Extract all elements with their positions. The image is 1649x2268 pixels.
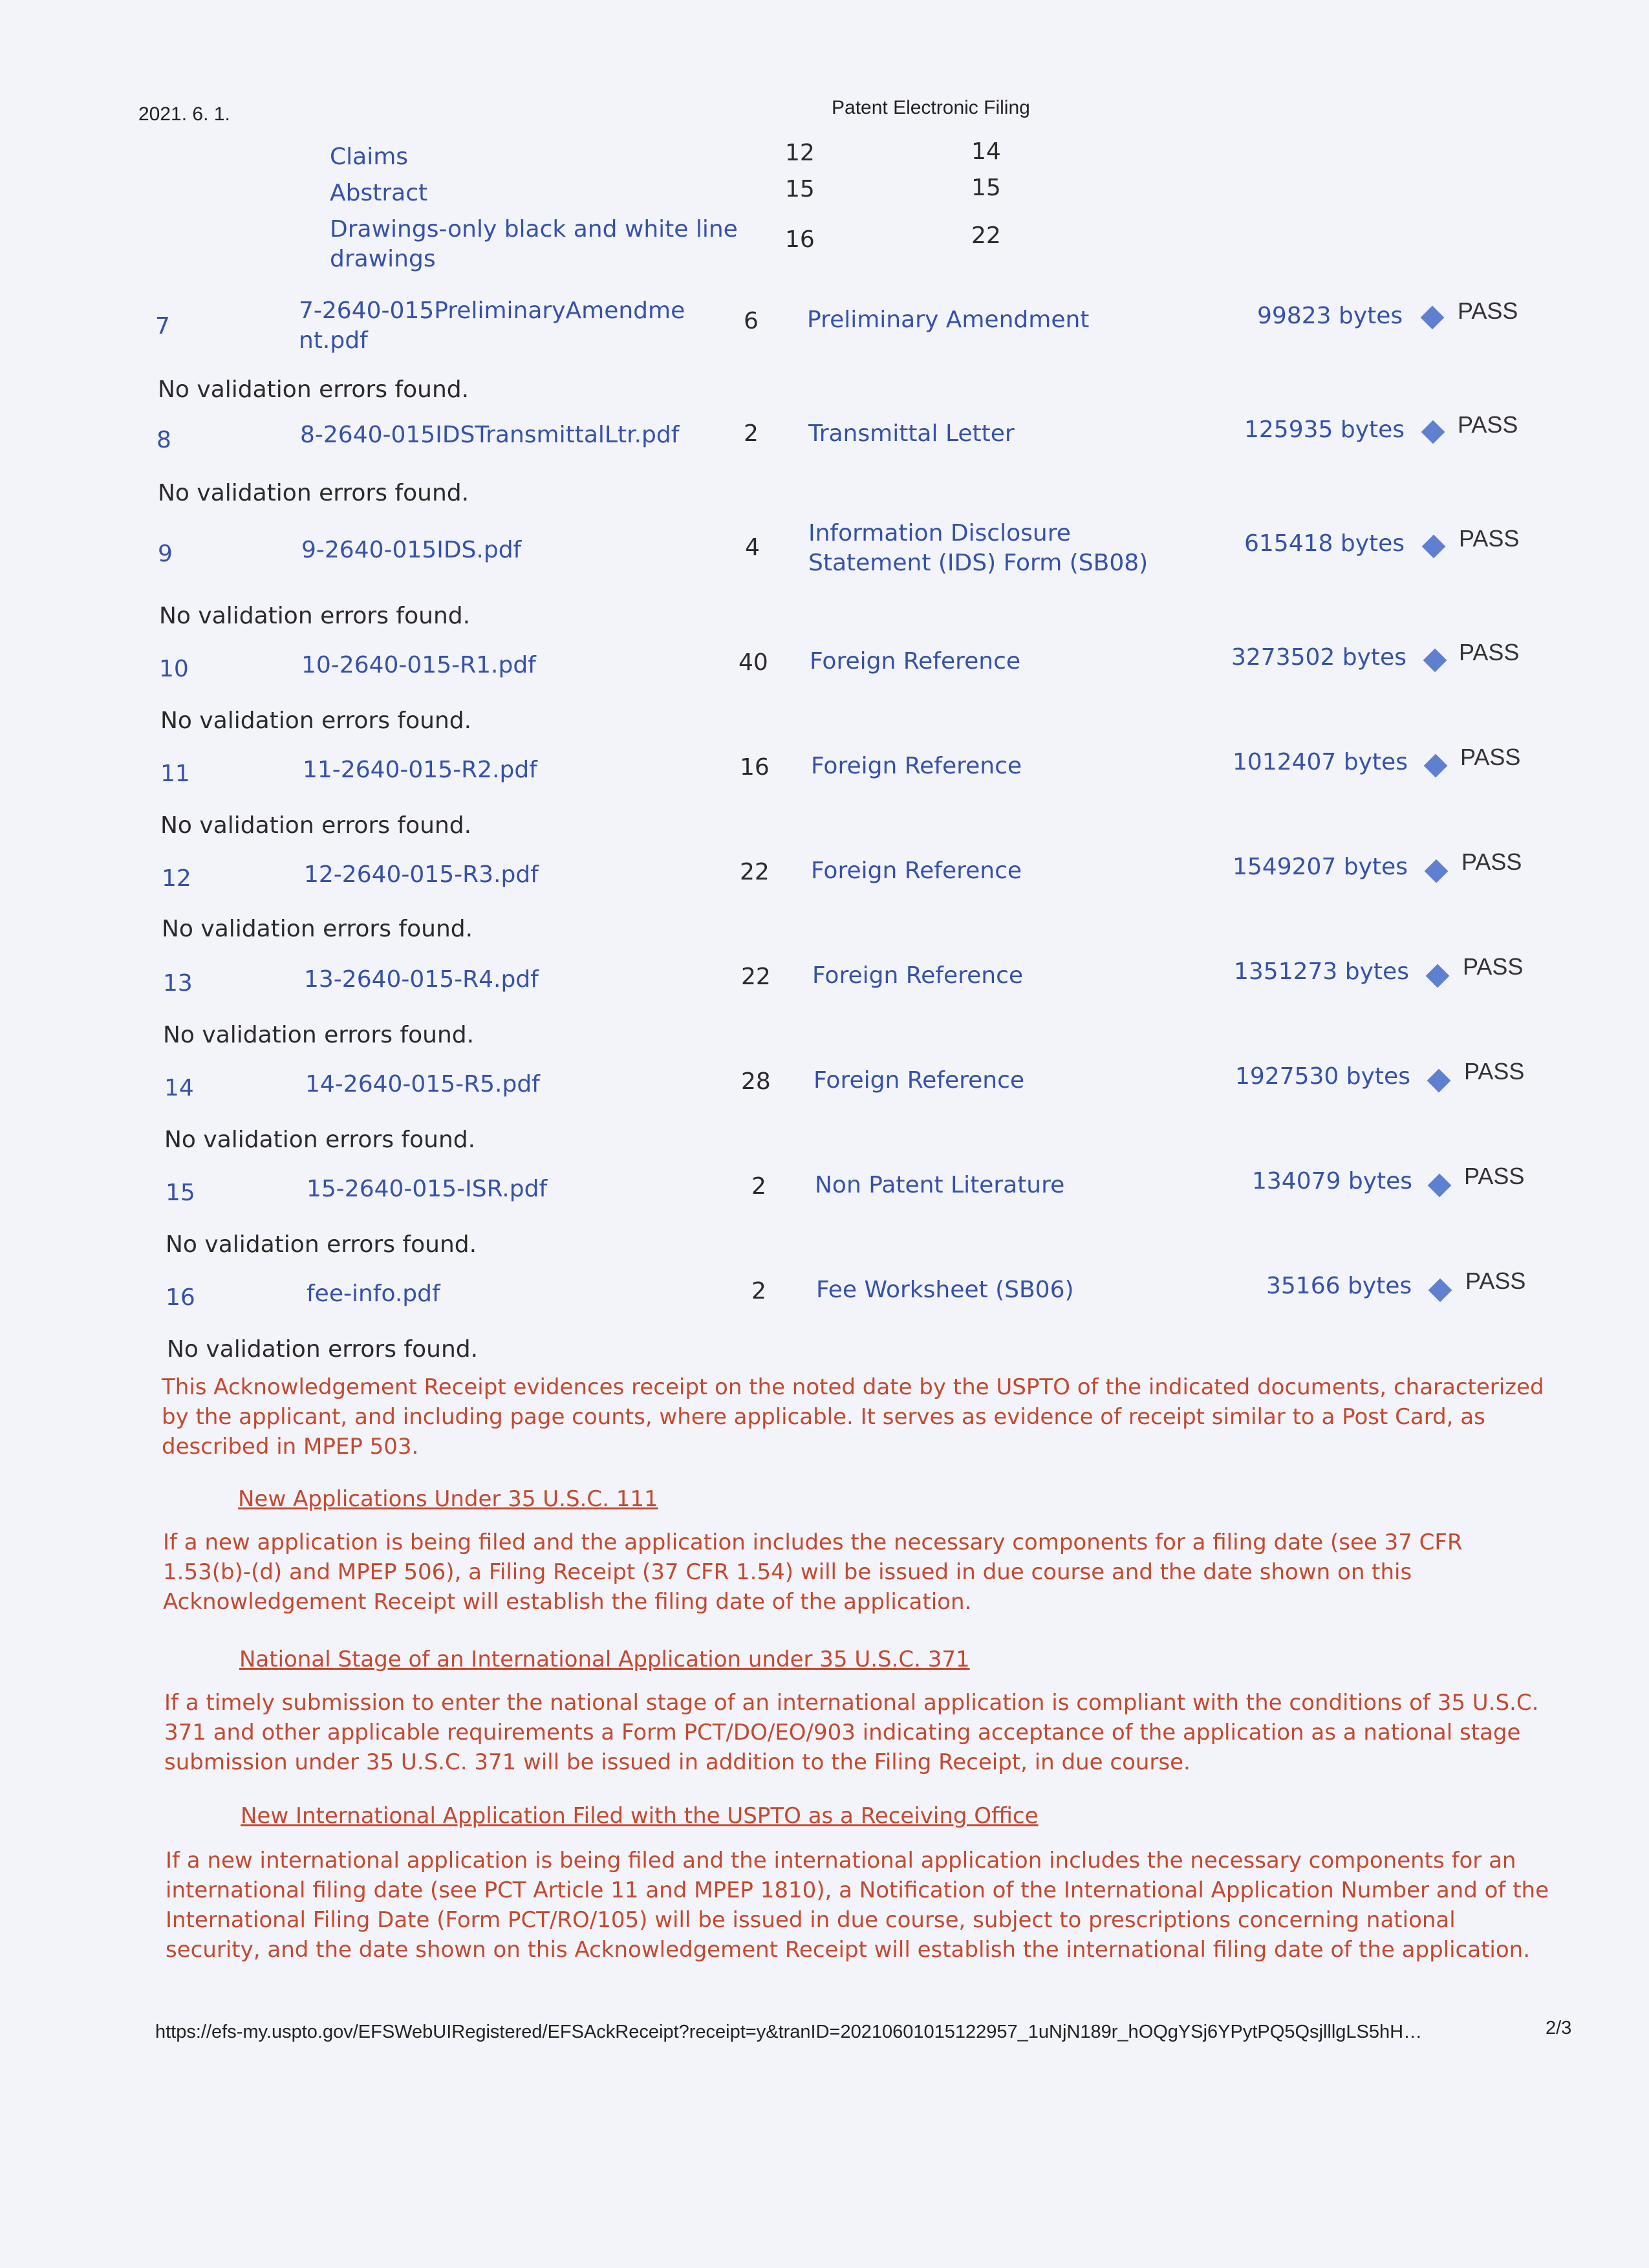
doc-filename-link[interactable]: 7-2640-015PreliminaryAmendment.pdf bbox=[299, 297, 685, 354]
pass-diamond-icon bbox=[1428, 1174, 1452, 1198]
doc-number: 13 bbox=[163, 970, 193, 997]
doc-description: Foreign Reference bbox=[810, 648, 1021, 675]
doc-filename-link[interactable]: 13-2640-015-R4.pdf bbox=[304, 966, 539, 993]
doc-description: Foreign Reference bbox=[811, 858, 1022, 884]
pass-diamond-icon bbox=[1421, 420, 1445, 444]
doc-description: Fee Worksheet (SB06) bbox=[816, 1277, 1074, 1303]
doc-filename-link[interactable]: 12-2640-015-R3.pdf bbox=[304, 861, 539, 888]
validation-message: No validation errors found. bbox=[160, 707, 472, 734]
doc-filename-link[interactable]: 11-2640-015-R2.pdf bbox=[303, 757, 537, 783]
sub-row-end: 14 bbox=[971, 138, 1001, 165]
ack-heading-national-stage: National Stage of an International Application under 35 U.S.C. 371 bbox=[239, 1647, 970, 1672]
sub-row-start: 15 bbox=[785, 176, 815, 202]
ack-body-new-applications: If a new application is being filed and the application includes the necessary components for a filing date (see 37 CFR 1.53(b)-(d) and MPEP 506), a Filing Receipt (37 CFR 1.54) will be issued in due course and the date shown on this Acknowledgement Receipt will establish the filing date of the application. bbox=[163, 1529, 1463, 1615]
doc-filename-link[interactable]: 10-2640-015-R1.pdf bbox=[301, 652, 536, 678]
doc-filename-link[interactable]: 14-2640-015-R5.pdf bbox=[305, 1071, 540, 1097]
doc-status: PASS bbox=[1458, 411, 1518, 438]
validation-message: No validation errors found. bbox=[158, 376, 469, 403]
doc-pages: 4 bbox=[745, 534, 760, 561]
doc-size: 615418 bytes bbox=[1244, 530, 1405, 557]
doc-description: Foreign Reference bbox=[814, 1067, 1025, 1094]
doc-status: PASS bbox=[1464, 1058, 1525, 1085]
doc-size: 1927530 bytes bbox=[1235, 1063, 1410, 1090]
pass-diamond-icon bbox=[1428, 1279, 1452, 1302]
doc-size: 1351273 bytes bbox=[1234, 958, 1409, 985]
validation-message: No validation errors found. bbox=[166, 1231, 477, 1258]
header-title: Patent Electronic Filing bbox=[832, 97, 1030, 118]
doc-filename-link[interactable]: 9-2640-015IDS.pdf bbox=[301, 537, 522, 563]
doc-description: Non Patent Literature bbox=[815, 1172, 1065, 1198]
doc-filename-link[interactable]: 8-2640-015IDSTransmittalLtr.pdf bbox=[300, 422, 680, 448]
doc-status: PASS bbox=[1465, 1268, 1526, 1294]
ack-body-national-stage: If a timely submission to enter the national stage of an international application is compliant with the conditions of 35 U.S.C. 371 and other applicable requirements a Form PCT/DO/EO/903 indicating acceptance of the application as a national stage submission under 35 U.S.C. 371 will be issued in addition to the Filing Receipt, in due course. bbox=[164, 1690, 1539, 1775]
sub-row-label: Claims bbox=[330, 144, 409, 170]
doc-description: Preliminary Amendment bbox=[807, 307, 1090, 333]
doc-pages: 6 bbox=[744, 308, 759, 334]
doc-status: PASS bbox=[1459, 639, 1520, 665]
validation-message: No validation errors found. bbox=[160, 812, 472, 839]
doc-status: PASS bbox=[1463, 953, 1524, 980]
validation-message: No validation errors found. bbox=[167, 1336, 479, 1363]
doc-pages: 2 bbox=[751, 1173, 766, 1200]
validation-message: No validation errors found. bbox=[162, 916, 473, 942]
doc-status: PASS bbox=[1464, 1163, 1525, 1189]
doc-pages: 2 bbox=[751, 1278, 766, 1304]
doc-filename-link[interactable]: fee-info.pdf bbox=[307, 1280, 440, 1307]
doc-pages: 28 bbox=[741, 1068, 771, 1095]
doc-size: 1012407 bytes bbox=[1233, 749, 1408, 775]
sub-row-end: 22 bbox=[971, 222, 1001, 249]
doc-description: Transmittal Letter bbox=[808, 420, 1015, 447]
doc-number: 9 bbox=[158, 541, 173, 567]
doc-number: 8 bbox=[156, 427, 171, 453]
ack-body-receiving-office: If a new international application is being filed and the international application includes the necessary components for an international filing date (see PCT Article 11 and MPEP 1810), a Notification of the International Application Number and of the International Filing Date (Form PCT/RO/105) will be issued in due course, subject to prescriptions concerning national security, and the date shown on this Acknowledgement Receipt will establish the international filing date of the application. bbox=[166, 1848, 1549, 1963]
doc-number: 10 bbox=[159, 656, 189, 682]
doc-number: 12 bbox=[162, 865, 191, 892]
validation-message: No validation errors found. bbox=[158, 480, 469, 506]
pass-diamond-icon bbox=[1422, 535, 1446, 559]
doc-size: 1549207 bytes bbox=[1233, 854, 1408, 880]
sub-row-label: Drawings-only black and white line drawings bbox=[330, 216, 738, 272]
sub-row-start: 12 bbox=[785, 140, 815, 166]
pass-diamond-icon bbox=[1423, 649, 1447, 673]
doc-status: PASS bbox=[1461, 848, 1522, 875]
pass-diamond-icon bbox=[1425, 859, 1449, 883]
sub-row-start: 16 bbox=[785, 226, 815, 253]
sub-row-end: 15 bbox=[971, 175, 1001, 201]
footer-page-number: 2/3 bbox=[1546, 2018, 1572, 2038]
doc-size: 3273502 bytes bbox=[1231, 644, 1406, 671]
doc-size: 99823 bytes bbox=[1257, 303, 1403, 329]
doc-status: PASS bbox=[1459, 525, 1520, 552]
doc-size: 35166 bytes bbox=[1266, 1273, 1412, 1299]
doc-filename-link[interactable]: 15-2640-015-ISR.pdf bbox=[307, 1176, 548, 1202]
sub-row-label: Abstract bbox=[330, 180, 428, 206]
validation-message: No validation errors found. bbox=[159, 603, 471, 629]
doc-number: 11 bbox=[160, 761, 190, 787]
doc-pages: 2 bbox=[744, 420, 759, 447]
doc-number: 16 bbox=[166, 1284, 195, 1311]
doc-description: Foreign Reference bbox=[811, 753, 1022, 779]
pass-diamond-icon bbox=[1421, 306, 1445, 330]
pass-diamond-icon bbox=[1426, 964, 1450, 988]
ack-heading-new-applications: New Applications Under 35 U.S.C. 111 bbox=[238, 1486, 658, 1512]
validation-message: No validation errors found. bbox=[163, 1022, 475, 1048]
doc-pages: 16 bbox=[740, 754, 770, 781]
pass-diamond-icon bbox=[1424, 754, 1448, 778]
footer-url[interactable]: https://efs-my.uspto.gov/EFSWebUIRegistered/EFSAckReceipt?receipt=y&tranID=20210601015122957_1uNjN189r_hOQgYSj6YPytPQ5QsjlllgLS5hH… bbox=[155, 2022, 1423, 2042]
doc-pages: 22 bbox=[740, 859, 770, 885]
doc-number: 15 bbox=[166, 1180, 195, 1206]
doc-pages: 22 bbox=[741, 964, 771, 990]
doc-description: Information Disclosure Statement (IDS) Form (SB08) bbox=[808, 520, 1148, 576]
doc-size: 125935 bytes bbox=[1244, 416, 1405, 443]
doc-pages: 40 bbox=[738, 649, 768, 676]
header-date: 2021. 6. 1. bbox=[138, 103, 230, 125]
ack-heading-receiving-office: New International Application Filed with the USPTO as a Receiving Office bbox=[241, 1803, 1039, 1829]
doc-status: PASS bbox=[1458, 297, 1518, 324]
ack-intro: This Acknowledgement Receipt evidences receipt on the noted date by the USPTO of the indicated documents, characterized by the applicant, and including page counts, where applicable. It serves as evidence of receipt similar to a Post Card, as described in MPEP 503. bbox=[162, 1374, 1544, 1460]
doc-description: Foreign Reference bbox=[812, 962, 1024, 989]
doc-status: PASS bbox=[1460, 744, 1521, 770]
doc-number: 7 bbox=[155, 313, 170, 340]
pass-diamond-icon bbox=[1427, 1069, 1451, 1093]
doc-number: 14 bbox=[164, 1075, 194, 1101]
validation-message: No validation errors found. bbox=[164, 1127, 476, 1153]
doc-size: 134079 bytes bbox=[1252, 1168, 1413, 1194]
